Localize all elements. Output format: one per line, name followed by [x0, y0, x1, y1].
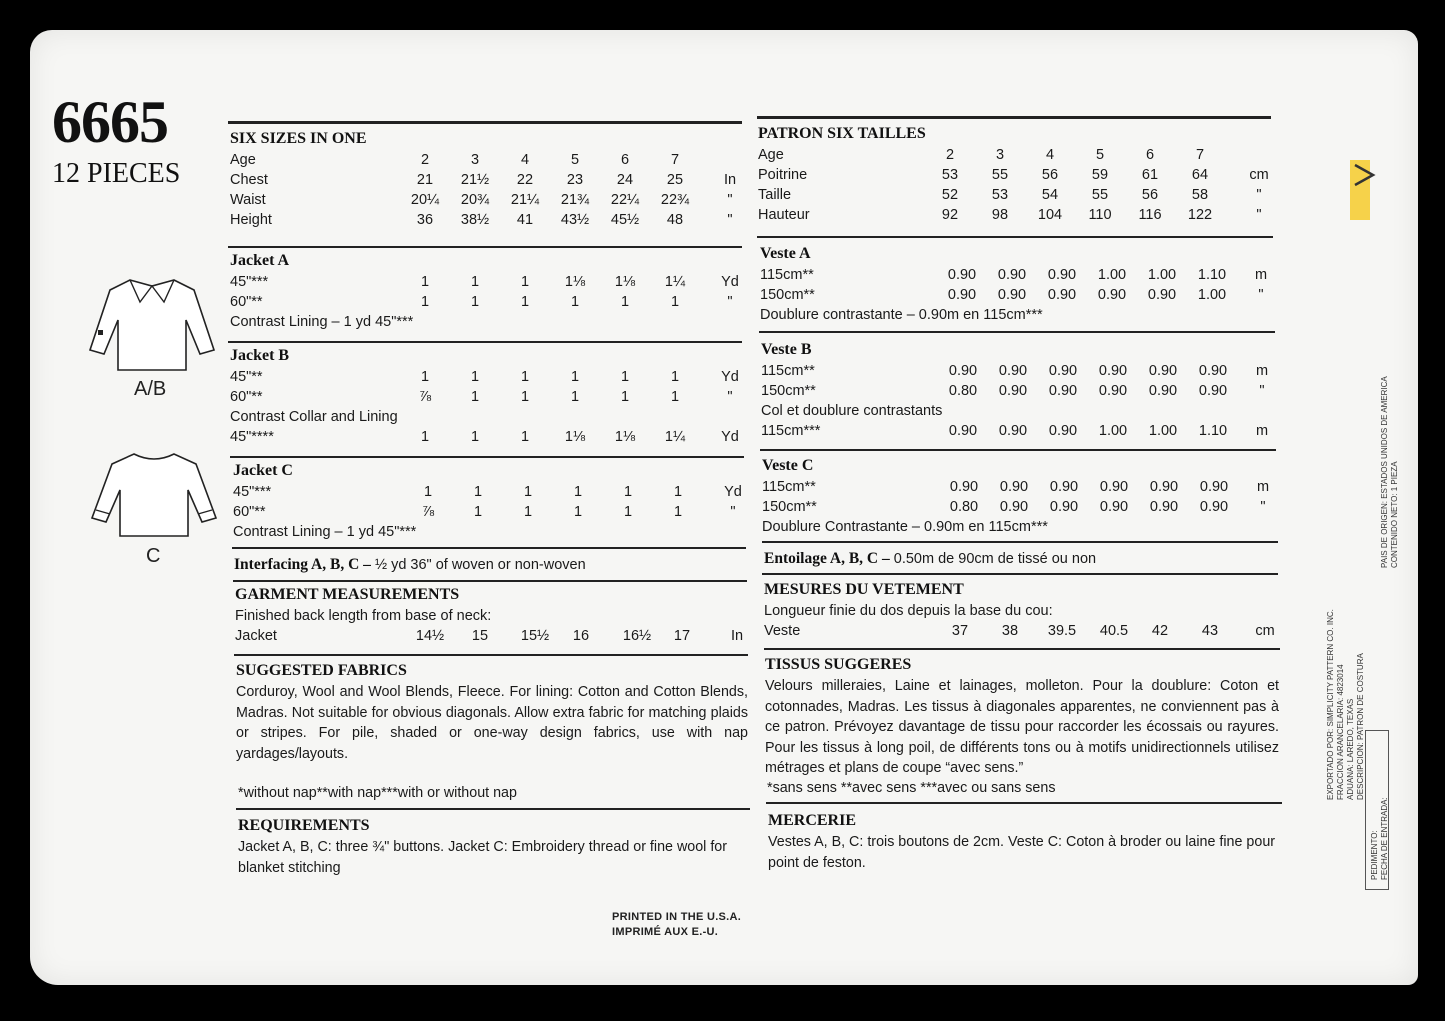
- value-cell: 0.80: [948, 383, 978, 399]
- en-rule: [230, 456, 744, 458]
- value-cell: 1: [470, 274, 480, 290]
- row-label: 60"**: [230, 294, 263, 310]
- value-cell: 1: [673, 484, 683, 500]
- fr-interfacing: Entoilage A, B, C – 0.50m de 90cm de tissé ou non: [764, 550, 1097, 567]
- value-cell: 1: [623, 504, 633, 520]
- en-rule: [228, 341, 742, 343]
- garment-row: [764, 621, 1276, 641]
- value-cell: 4: [1045, 147, 1055, 163]
- value-cell: 1: [523, 504, 533, 520]
- value-cell: 1⅛: [564, 274, 586, 290]
- value-cell: 1: [470, 369, 480, 385]
- fr-top-rule: [757, 116, 1271, 119]
- unit-cell: ": [727, 389, 733, 405]
- size-row: [758, 205, 1270, 225]
- customs-text-5: PAIS DE ORIGEN: ESTADOS UNIDOS DE AMERICA: [1380, 376, 1389, 568]
- en-nap-note: *without nap**with nap***with or without nap: [238, 785, 517, 801]
- value-cell: 17: [673, 628, 691, 644]
- en-suggested-fabrics: SUGGESTED FABRICS Corduroy, Wool and Wool Blends, Fleece. For lining: Cotton and Cotton Blends, Madras. Not suitable for obvious diagonals. Allow extra fabric for matching plaids or stripes. For pile, shaded or one-way design fabrics, use with nap yardages/layouts.: [236, 662, 748, 762]
- fr-rule: [762, 573, 1278, 575]
- value-cell: 15: [471, 628, 489, 644]
- value-cell: 37: [951, 623, 969, 639]
- value-cell: 0.80: [949, 499, 979, 515]
- value-cell: 1.00: [1148, 423, 1178, 439]
- value-cell: 61: [1141, 167, 1159, 183]
- value-cell: 1.10: [1197, 267, 1227, 283]
- value-cell: 0.90: [999, 499, 1029, 515]
- row-label: 150cm**: [760, 287, 815, 303]
- value-cell: 14½: [415, 628, 445, 644]
- size-row: [230, 150, 740, 170]
- unit-cell: In: [723, 172, 737, 188]
- row-label: 150cm**: [762, 499, 817, 515]
- value-cell: 0.90: [1098, 363, 1128, 379]
- jacket-a-table: [230, 250, 740, 332]
- veste-a-table: Veste A 115cm** 0.90 0.90 0.90 1.00 1.00 1.10 m 150cm** 0.90 0.90 0.90 0.90 0.90 1.00 " Doublure contrastante – 0.90m en 115cm***: [760, 243, 1272, 325]
- value-cell: 0.90: [948, 363, 978, 379]
- unit-cell: cm: [1255, 623, 1275, 639]
- value-cell: 1: [420, 274, 430, 290]
- value-cell: 1: [673, 504, 683, 520]
- fr-nap-note: *sans sens **avec sens ***avec ou sans sens: [767, 780, 1056, 796]
- row-label: 115cm**: [761, 363, 815, 379]
- fr-rule: [760, 449, 1276, 451]
- value-cell: 54: [1041, 187, 1059, 203]
- metrage-row: [762, 477, 1274, 497]
- value-cell: 36: [416, 212, 434, 228]
- fr-mercerie: MERCERIE Vestes A, B, C: trois boutons de 2cm. Veste C: Coton à broder ou laine fine pour point de feston.: [768, 812, 1276, 871]
- value-cell: 43½: [560, 212, 590, 228]
- unit-cell: cm: [1249, 167, 1269, 183]
- value-cell: 38: [1001, 623, 1019, 639]
- value-cell: 1: [470, 429, 480, 445]
- unit-cell: m: [1256, 479, 1270, 495]
- value-cell: 59: [1091, 167, 1109, 183]
- value-cell: 0.90: [1147, 287, 1177, 303]
- size-row: [230, 210, 740, 230]
- value-cell: 7: [670, 152, 680, 168]
- en-garment-measurements: GARMENT MEASUREMENTS Finished back length from base of neck: Jacket 14½ 15 15½ 16 16½ 17 In: [235, 584, 745, 646]
- value-cell: 0.90: [1048, 423, 1078, 439]
- value-cell: 22: [516, 172, 534, 188]
- yardage-row: [233, 482, 743, 502]
- value-cell: 3: [470, 152, 480, 168]
- fr-suggested-fabrics: TISSUS SUGGERES Velours milleraies, Laine et lainages, molleton. Pour la doublure: Coton et cotonnades, Madras. Les tissus à diagonales apparentes, ne conviennent pas à ce patron. Prévoyez davantage de tissu pour raccorder les écossais ou rayures. Pour les tissus à long poil, de différents tons ou à motifs unidirectionnels utilisez métrages et plans de coupe “avec sens.”: [765, 656, 1279, 776]
- unit-cell: m: [1255, 363, 1269, 379]
- value-cell: 0.90: [997, 267, 1027, 283]
- value-cell: 0.90: [1199, 479, 1229, 495]
- unit-cell: ": [727, 294, 733, 310]
- value-cell: 5: [1095, 147, 1105, 163]
- jacket-c-table: [233, 460, 743, 542]
- row-label: Hauteur: [758, 207, 810, 223]
- yardage-row: [233, 502, 743, 522]
- value-cell: 0.90: [1048, 383, 1078, 399]
- value-cell: 24: [616, 172, 634, 188]
- value-cell: 1: [473, 484, 483, 500]
- fr-sizes-table: [758, 123, 1270, 225]
- fr-rule: [764, 648, 1280, 650]
- value-cell: 0.90: [949, 479, 979, 495]
- customs-text-2: FRACCION ARANCELARIA: 4823014: [1336, 664, 1345, 800]
- en-rule: [236, 808, 750, 810]
- value-cell: 0.90: [997, 287, 1027, 303]
- value-cell: 1: [520, 369, 530, 385]
- en-rule: [228, 246, 742, 248]
- metrage-row: [761, 381, 1273, 401]
- customs-text-6: CONTENIDO NETO: 1 PIEZA: [1390, 461, 1399, 568]
- unit-cell: m: [1254, 267, 1268, 283]
- value-cell: 6: [1145, 147, 1155, 163]
- value-cell: 20¼: [410, 192, 440, 208]
- row-label: Age: [758, 147, 784, 163]
- value-cell: 1.00: [1197, 287, 1227, 303]
- value-cell: 55: [991, 167, 1009, 183]
- unit-cell: Yd: [721, 369, 739, 385]
- value-cell: 1: [420, 429, 430, 445]
- value-cell: 22¾: [660, 192, 690, 208]
- value-cell: 1¼: [664, 429, 686, 445]
- en-requirements: REQUIREMENTS Jacket A, B, C: three ¾" buttons. Jacket C: Embroidery thread or fine wool for blanket stitching: [238, 817, 728, 876]
- jacket-ab-illustration: [82, 272, 222, 382]
- value-cell: 92: [941, 207, 959, 223]
- value-cell: 1: [670, 389, 680, 405]
- value-cell: 1⅛: [614, 429, 636, 445]
- unit-cell: ": [1260, 499, 1266, 515]
- value-cell: 0.90: [998, 363, 1028, 379]
- value-cell: 55: [1091, 187, 1109, 203]
- value-cell: 23: [566, 172, 584, 188]
- value-cell: 1.00: [1098, 423, 1128, 439]
- fr-sizes-heading: PATRON SIX TAILLES: [758, 125, 926, 142]
- yardage-row: [230, 427, 740, 447]
- veste-b-table: Veste B 115cm** 0.90 0.90 0.90 0.90 0.90 0.90 m 150cm** 0.80 0.90 0.90 0.90 0.90 0.90 " Col et doublure contrastants 115cm*** 0.90 0.90 0.90 1.00 1.00 1.10 m: [761, 339, 1273, 441]
- size-row: [758, 165, 1270, 185]
- value-cell: 25: [666, 172, 684, 188]
- fr-rule: [762, 541, 1278, 543]
- row-label: Poitrine: [758, 167, 808, 183]
- value-cell: 1.10: [1198, 423, 1228, 439]
- value-cell: 1: [620, 294, 630, 310]
- value-cell: 1: [473, 504, 483, 520]
- value-cell: 56: [1141, 187, 1159, 203]
- unit-cell: In: [730, 628, 744, 644]
- metrage-row: [761, 361, 1273, 381]
- value-cell: 0.90: [1099, 479, 1129, 495]
- printed-in-usa: PRINTED IN THE U.S.A. IMPRIMÉ AUX E.-U.: [612, 911, 742, 938]
- value-cell: 21: [416, 172, 434, 188]
- value-cell: 48: [666, 212, 684, 228]
- row-label: 45"****: [230, 429, 274, 445]
- value-cell: 0.90: [947, 267, 977, 283]
- value-cell: 58: [1191, 187, 1209, 203]
- customs-text-8: FECHA DE ENTRADA:: [1380, 797, 1389, 880]
- unit-cell: ": [1256, 207, 1262, 223]
- customs-text-7: PEDIMENTO:: [1370, 830, 1379, 880]
- value-cell: 1: [570, 369, 580, 385]
- value-cell: 1⅛: [564, 429, 586, 445]
- value-cell: 43: [1201, 623, 1219, 639]
- value-cell: 1: [520, 274, 530, 290]
- value-cell: 1: [420, 294, 430, 310]
- value-cell: 0.90: [998, 383, 1028, 399]
- jacket-b-title: Jacket B: [230, 347, 290, 364]
- value-cell: 1: [520, 294, 530, 310]
- row-label: 60"**: [230, 389, 263, 405]
- row-label: Jacket: [235, 628, 277, 644]
- size-row: [758, 145, 1270, 165]
- yardage-row: [230, 272, 740, 292]
- row-label: 115cm**: [760, 267, 814, 283]
- value-cell: 52: [941, 187, 959, 203]
- veste-c-table: Veste C 115cm** 0.90 0.90 0.90 0.90 0.90 0.90 m 150cm** 0.80 0.90 0.90 0.90 0.90 0.90 " Doublure Contrastante – 0.90m en 115cm***: [762, 455, 1274, 537]
- value-cell: 5: [570, 152, 580, 168]
- unit-cell: ": [1256, 187, 1262, 203]
- customs-text-4: DESCRIPCION: PATRON DE COSTURA: [1356, 653, 1365, 800]
- size-row: [230, 190, 740, 210]
- en-rule: [233, 580, 747, 582]
- metrage-row: [760, 285, 1272, 305]
- value-cell: 1: [570, 389, 580, 405]
- value-cell: 122: [1187, 207, 1213, 223]
- value-cell: 0.90: [1097, 287, 1127, 303]
- contrast-note: Contrast Lining – 1 yd 45"***: [233, 524, 417, 540]
- value-cell: 0.90: [1048, 363, 1078, 379]
- value-cell: 1: [570, 294, 580, 310]
- row-label: Veste: [764, 623, 801, 639]
- value-cell: 45½: [610, 212, 640, 228]
- row-label: 45"***: [230, 274, 269, 290]
- value-cell: 40.5: [1099, 623, 1129, 639]
- value-cell: 1: [670, 294, 680, 310]
- value-cell: ⅞: [418, 389, 432, 405]
- value-cell: 22¼: [610, 192, 640, 208]
- en-sizes-table: [230, 128, 740, 230]
- value-cell: 1: [520, 389, 530, 405]
- contrast-note: Contrast Lining – 1 yd 45"***: [230, 314, 414, 330]
- row-label: Height: [230, 212, 272, 228]
- contrast-note: Contrast Collar and Lining: [230, 409, 398, 425]
- value-cell: 7: [1195, 147, 1205, 163]
- row-label: 115cm**: [762, 479, 816, 495]
- value-cell: 1: [420, 369, 430, 385]
- row-label: 115cm***: [761, 423, 821, 439]
- value-cell: 21¼: [510, 192, 540, 208]
- value-cell: 0.90: [947, 287, 977, 303]
- unit-cell: ": [727, 212, 733, 228]
- value-cell: 38½: [460, 212, 490, 228]
- value-cell: 42: [1151, 623, 1169, 639]
- row-label: Taille: [758, 187, 792, 203]
- jacket-b-table: [230, 345, 740, 447]
- jacket-c-title: Jacket C: [233, 462, 293, 479]
- value-cell: 53: [991, 187, 1009, 203]
- value-cell: 0.90: [1148, 383, 1178, 399]
- value-cell: 0.90: [998, 423, 1028, 439]
- value-cell: 0.90: [1198, 363, 1228, 379]
- value-cell: 1.00: [1097, 267, 1127, 283]
- value-cell: 1⅛: [614, 274, 636, 290]
- yardage-row: [230, 367, 740, 387]
- value-cell: 1.00: [1147, 267, 1177, 283]
- en-interfacing: Interfacing A, B, C – ½ yd 36" of woven or non-woven: [234, 556, 586, 573]
- yardage-row: [230, 292, 740, 312]
- value-cell: 0.90: [1199, 499, 1229, 515]
- view-label-c: C: [146, 545, 161, 567]
- value-cell: 21½: [460, 172, 490, 188]
- value-cell: 20¾: [460, 192, 490, 208]
- value-cell: 110: [1088, 207, 1112, 223]
- value-cell: 4: [520, 152, 530, 168]
- row-label: Chest: [230, 172, 268, 188]
- value-cell: 3: [995, 147, 1005, 163]
- value-cell: 39.5: [1047, 623, 1077, 639]
- en-rule: [232, 547, 746, 549]
- fr-garment-measurements: MESURES DU VETEMENT Longueur finie du dos depuis la base du cou: Veste 37 38 39.5 40.5 42 43 cm: [764, 579, 1276, 641]
- value-cell: 2: [945, 147, 955, 163]
- unit-cell: Yd: [721, 274, 739, 290]
- value-cell: 0.90: [1049, 499, 1079, 515]
- value-cell: 1: [470, 389, 480, 405]
- en-sizes-heading: SIX SIZES IN ONE: [230, 130, 367, 147]
- value-cell: 98: [991, 207, 1009, 223]
- metrage-row: [762, 497, 1274, 517]
- value-cell: 2: [420, 152, 430, 168]
- value-cell: 16½: [622, 628, 652, 644]
- value-cell: 0.90: [1149, 479, 1179, 495]
- row-label: 45"***: [233, 484, 272, 500]
- value-cell: 21¾: [560, 192, 590, 208]
- value-cell: 41: [516, 212, 534, 228]
- value-cell: 53: [941, 167, 959, 183]
- unit-cell: ": [730, 504, 736, 520]
- row-label: Waist: [230, 192, 266, 208]
- value-cell: 1: [670, 369, 680, 385]
- metrage-row: [761, 421, 1273, 441]
- value-cell: 0.90: [1047, 287, 1077, 303]
- row-label: 60"**: [233, 504, 266, 520]
- value-cell: 15½: [520, 628, 550, 644]
- row-label: Age: [230, 152, 256, 168]
- value-cell: 104: [1037, 207, 1063, 223]
- view-label-ab: A/B: [134, 378, 167, 400]
- value-cell: ⅞: [421, 504, 435, 520]
- value-cell: 6: [620, 152, 630, 168]
- fr-rule: [766, 802, 1282, 804]
- fr-rule: [757, 236, 1273, 238]
- value-cell: 0.90: [1099, 499, 1129, 515]
- value-cell: 0.90: [1049, 479, 1079, 495]
- value-cell: 0.90: [1198, 383, 1228, 399]
- arrow-icon: [1352, 162, 1376, 188]
- garment-row: [235, 626, 745, 646]
- value-cell: 1: [523, 484, 533, 500]
- value-cell: 116: [1138, 207, 1162, 223]
- unit-cell: ": [1258, 287, 1264, 303]
- value-cell: 0.90: [1148, 363, 1178, 379]
- value-cell: 1: [620, 369, 630, 385]
- value-cell: 1¼: [664, 274, 686, 290]
- unit-cell: Yd: [721, 429, 739, 445]
- value-cell: 1: [573, 504, 583, 520]
- customs-text-3: ADUANA: LAREDO, TEXAS: [1346, 698, 1355, 800]
- en-top-rule: [228, 121, 742, 124]
- value-cell: 56: [1041, 167, 1059, 183]
- value-cell: 1: [520, 429, 530, 445]
- value-cell: 1: [423, 484, 433, 500]
- value-cell: 1: [470, 294, 480, 310]
- unit-cell: ": [1259, 383, 1265, 399]
- value-cell: 1: [573, 484, 583, 500]
- size-row: [758, 185, 1270, 205]
- value-cell: 0.90: [948, 423, 978, 439]
- fr-rule: [759, 331, 1275, 333]
- value-cell: 16: [572, 628, 590, 644]
- unit-cell: Yd: [724, 484, 742, 500]
- value-cell: 1: [620, 389, 630, 405]
- jacket-a-title: Jacket A: [230, 252, 290, 269]
- customs-text-1: EXPORTADO POR: SIMPLICITY PATTERN CO. INC.: [1326, 609, 1335, 800]
- value-cell: 0.90: [1047, 267, 1077, 283]
- pieces-count: 12 PIECES: [52, 158, 181, 189]
- yardage-row: [230, 387, 740, 407]
- value-cell: 64: [1191, 167, 1209, 183]
- size-row: [230, 170, 740, 190]
- pattern-number: 6665: [52, 89, 168, 155]
- row-label: 150cm**: [761, 383, 816, 399]
- metrage-row: [760, 265, 1272, 285]
- unit-cell: m: [1255, 423, 1269, 439]
- jacket-c-illustration: [84, 448, 224, 543]
- value-cell: 0.90: [1149, 499, 1179, 515]
- unit-cell: ": [727, 192, 733, 208]
- value-cell: 0.90: [1098, 383, 1128, 399]
- row-label: 45"**: [230, 369, 263, 385]
- value-cell: 1: [623, 484, 633, 500]
- value-cell: 0.90: [999, 479, 1029, 495]
- en-rule: [234, 654, 748, 656]
